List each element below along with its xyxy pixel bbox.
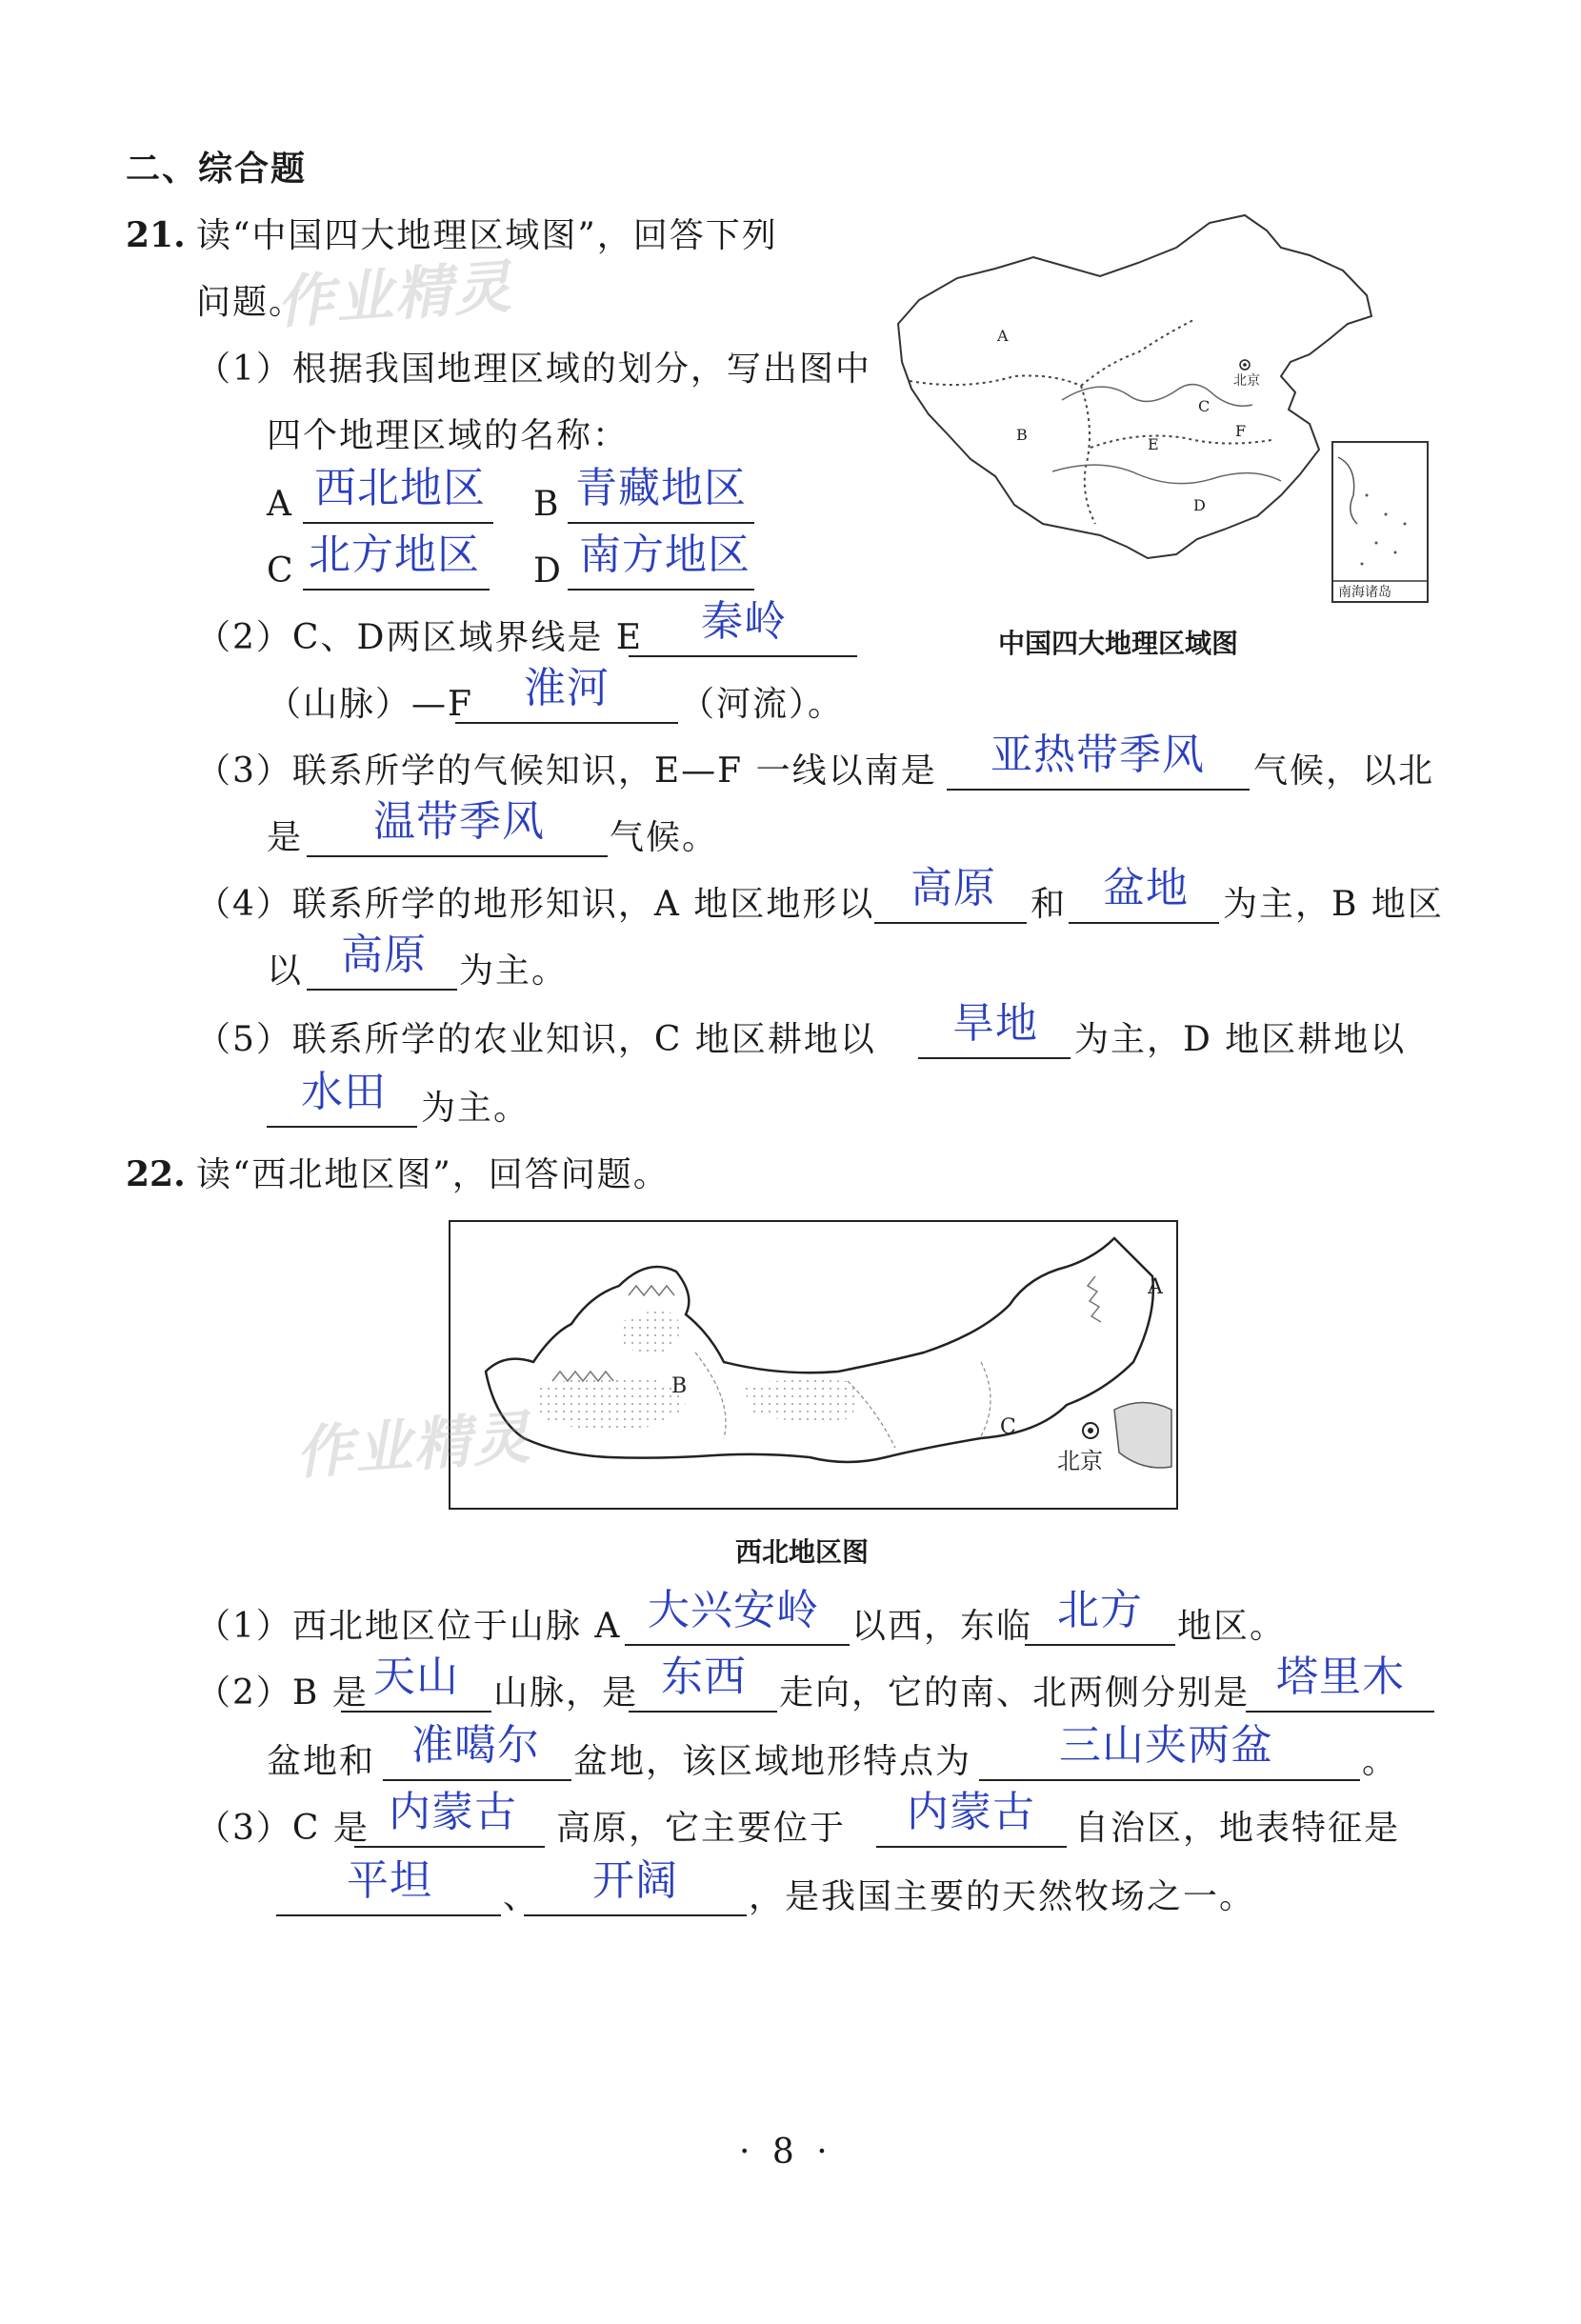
q22-part3-text-d: ，是我国主要的天然牧场之一。 [749,1877,1256,1916]
q21-stem-line2: 问题。 [196,283,306,322]
china-outline [898,215,1371,558]
answer-surface-2: 开阔 [592,1856,678,1905]
q21-part5-text-c: 为主。 [421,1089,530,1128]
blank-A-terrain-1 [874,922,1027,924]
blank-north-climate [307,855,608,857]
blank-autonomous-region [876,1846,1067,1848]
answer-region-A: 西北地区 [314,464,486,512]
nw-label-beijing: 北京 [1057,1448,1103,1474]
question-number-22: 22. [126,1154,186,1194]
label-region-C: C [267,551,295,591]
answer-north-basin: 准噶尔 [411,1721,540,1770]
q21-part3-text-c: 是 [267,818,304,857]
page-number: · 8 · [739,2133,833,2172]
q21-part3-text-a: （3）联系所学的气候知识，E—F 一线以南是 [196,751,937,791]
answer-terrain-feature: 三山夹两盆 [1059,1721,1273,1770]
blank-region-D [568,589,754,591]
label-region-D: D [533,551,563,591]
q21-part3-text-d: 气候。 [610,818,719,857]
q21-part5-text-a: （5）联系所学的农业知识，C 地区耕地以 [196,1020,876,1059]
answer-surface-1: 平坦 [347,1856,432,1905]
answer-D-farmland: 水田 [301,1068,387,1116]
answer-region-C: 北方地区 [309,531,480,579]
nw-label-A: A [1148,1275,1163,1299]
blank-boundary-river [455,722,678,724]
answer-A-terrain-2: 盆地 [1103,864,1189,912]
q21-part4-text-d: 为主。 [459,952,569,991]
blank-region-C [303,589,490,591]
answer-north-climate: 温带季风 [373,797,545,846]
label-region-A: A [267,485,293,524]
blank-region-B [568,522,754,524]
map-label-E: E [1148,435,1159,453]
answer-autonomous-region: 内蒙古 [907,1788,1035,1836]
blank-south-basin [1246,1711,1434,1713]
q21-part3-text-b: 气候，以北 [1253,751,1435,791]
q21-part4-text-b: 为主，B 地区 [1223,885,1444,924]
nw-label-C: C [1000,1415,1016,1439]
yangtze-river [1052,465,1281,483]
map-label-A: A [997,327,1009,345]
label-region-B: B [533,485,561,524]
q22-part1-text-c: 地区。 [1177,1607,1287,1646]
q21-part2-river-label: （河流）。 [680,685,845,724]
answer-mountain-B: 天山 [373,1653,459,1701]
q22-part3-text-c: 自治区，地表特征是 [1074,1809,1401,1848]
yellow-river [1062,385,1252,407]
watermark: 作业精灵 [274,253,515,337]
china-regions-map [891,210,1433,610]
answer-B-terrain: 高原 [341,931,427,979]
answer-boundary-river: 淮河 [524,664,610,712]
blank-B-terrain [307,989,457,991]
blank-D-farmland [267,1126,417,1128]
q22-part2-text-c: 走向，它的南、北两侧分别是 [779,1673,1251,1713]
blank-C-farmland [918,1057,1071,1059]
q22-stem: 读“西北地区图”，回答问题。 [196,1155,670,1194]
answer-south-climate: 亚热带季风 [991,731,1205,779]
map-label-D: D [1193,496,1206,514]
blank-mountain-A [625,1644,850,1646]
nw-label-B: B [671,1374,688,1398]
answer-C-farmland: 旱地 [952,999,1038,1048]
blank-north-basin [383,1779,571,1781]
map-label-F: F [1235,422,1247,440]
answer-mountain-A: 大兴安岭 [648,1586,819,1634]
answer-south-basin: 塔里木 [1276,1653,1405,1701]
q22-part3-separator: 、 [503,1877,540,1916]
q22-part2-text-f: 。 [1362,1742,1399,1781]
blank-region-A [303,522,493,524]
q21-part5-text-b: 为主，D 地区耕地以 [1074,1020,1407,1059]
q21-part4-and: 和 [1031,885,1068,924]
blank-east-region [1025,1644,1175,1646]
blank-direction [629,1711,777,1713]
q22-part2-text-b: 山脉，是 [493,1673,639,1713]
q22-part2-text-d: 盆地和 [267,1742,376,1781]
blank-surface-1 [276,1914,501,1916]
watermark-2: 作业精灵 [293,1404,534,1488]
question-number-21: 21. [126,215,186,255]
blank-plateau-C [354,1846,545,1848]
q21-part4-text-a: （4）联系所学的地形知识，A 地区地形以 [196,885,875,924]
northwest-map-caption: 西北地区图 [735,1536,870,1568]
boundary-northwest-qingzang [910,375,1081,386]
blank-surface-2 [524,1914,747,1916]
q22-part3-text-a: （3）C 是 [196,1809,370,1848]
q21-part1-line1: （1）根据我国地理区域的划分，写出图中 [196,350,871,389]
answer-east-region: 北方 [1057,1586,1143,1634]
answer-plateau-C: 内蒙古 [389,1788,517,1836]
boundary-qingzang-east [1081,386,1095,524]
map-label-nanhai: 南海诸岛 [1338,585,1391,600]
china-map-caption: 中国四大地理区域图 [998,628,1239,659]
q21-stem-line1: 读“中国四大地理区域图”，回答下列 [196,216,778,255]
northwest-map-figure [448,1219,1181,1513]
section-title: 二、综合题 [126,150,308,189]
china-map-figure [891,210,1433,610]
answer-region-D: 南方地区 [579,531,750,579]
inner-mongolia-dots [743,1379,857,1420]
q21-part4-text-c: 以 [267,952,304,991]
map-label-beijing: 北京 [1233,373,1260,389]
q21-part2-line1: （2）C、D两区域界线是 E [196,618,644,657]
map-label-C: C [1198,397,1211,415]
q22-part3-text-b: 高原，它主要位于 [556,1809,847,1848]
q22-part2-text-e: 盆地，该区域地形特点为 [573,1742,972,1781]
answer-A-terrain-1: 高原 [911,864,996,912]
blank-A-terrain-2 [1069,922,1219,924]
answer-boundary-mountain: 秦岭 [701,597,787,646]
northwest-region-map [448,1219,1181,1513]
q21-part2-mountain-label: （山脉）—F [267,685,473,724]
q22-part1-text-a: （1）西北地区位于山脉 A [196,1607,622,1646]
nanhai-inset [1332,442,1428,602]
q22-part2-text-a: （2）B 是 [196,1673,369,1713]
blank-terrain-feature [979,1779,1360,1781]
blank-mountain-B [341,1711,491,1713]
map-label-B: B [1016,426,1028,444]
blank-boundary-mountain [629,655,857,657]
answer-region-B: 青藏地区 [575,464,747,512]
q21-part1-line2: 四个地理区域的名称： [267,416,630,455]
q22-part1-text-b: 以西，东临 [851,1607,1033,1646]
answer-direction: 东西 [661,1653,747,1701]
boundary-northwest-north [1081,319,1195,386]
blank-south-climate [947,789,1250,791]
